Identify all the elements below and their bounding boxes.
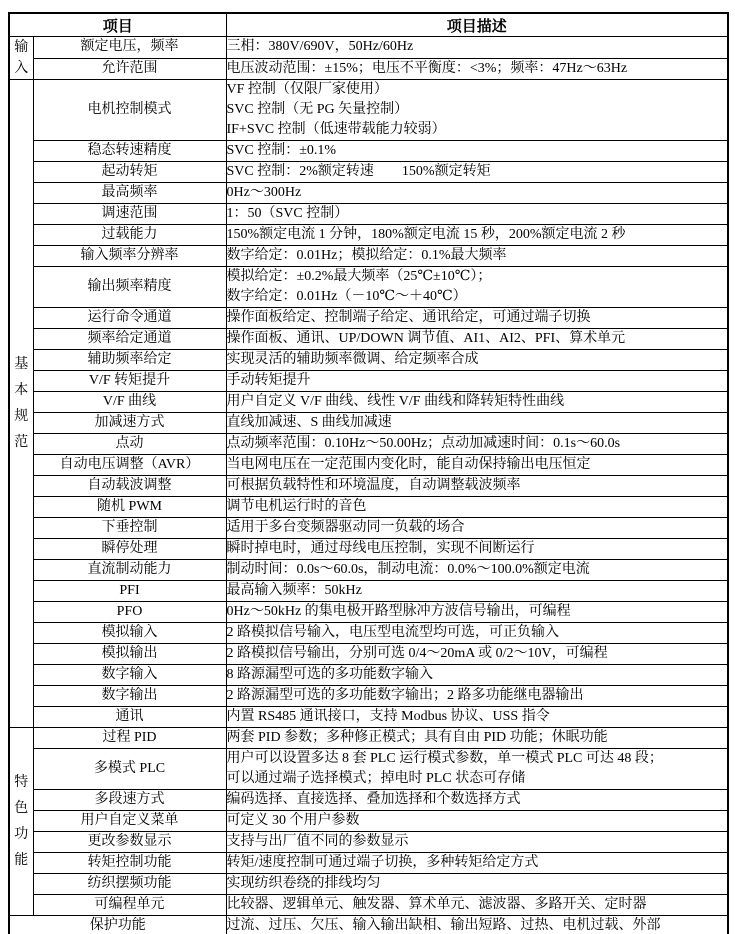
desc-line: 适用于多台变频器驱动同一负载的场合: [226, 520, 465, 535]
desc-line: 支持与出厂值不同的参数显示: [226, 834, 409, 849]
desc-cell: [226, 392, 728, 413]
item-cell: 额定电压，频率: [33, 37, 226, 59]
desc-line: 转矩/速度控制可通过端子切换，多种转矩给定方式: [226, 855, 539, 870]
table-row: [9, 455, 728, 476]
desc-cell: [226, 183, 728, 204]
desc-line: 操作面板给定、控制端子给定、通讯给定，可通过端子切换: [226, 310, 591, 325]
desc-line: 三相：380V/690V，50Hz/60Hz: [226, 39, 414, 55]
desc-line: 1：50（SVC 控制）: [226, 206, 349, 221]
table-row: [9, 329, 728, 350]
item-cell: 加减速方式: [33, 413, 226, 434]
desc-cell: [226, 37, 728, 59]
desc-cell: [226, 350, 728, 371]
desc-line: 2 路模拟信号输入，电压型电流型均可选，可正负输入: [226, 625, 560, 640]
header-row: [9, 13, 728, 37]
item-cell: 通讯: [33, 707, 226, 728]
desc-line: 直线加减速、S 曲线加减速: [226, 415, 392, 430]
desc-cell: [226, 371, 728, 392]
desc-line: 过流、过压、欠压、输入输出缺相、输出短路、过热、电机过载、外部: [226, 918, 661, 933]
desc-line: 150%额定电流 1 分钟，180%额定电流 15 秒，200%额定电流 2 秒: [226, 227, 626, 242]
desc-line: 手动转矩提升: [226, 373, 311, 388]
desc-cell: [226, 644, 728, 665]
item-cell: 运行命令通道: [33, 308, 226, 329]
item-cell: 用户自定义菜单: [33, 811, 226, 832]
desc-line: SVC 控制：±0.1%: [226, 143, 337, 158]
desc-line: 可以通过端子选择模式；掉电时 PLC 状态可存储: [226, 771, 526, 786]
item-cell: 数字输入: [33, 665, 226, 686]
category-cell: 特色功能: [9, 728, 33, 916]
desc-cell: [226, 80, 728, 141]
item-cell: 自动载波调整: [33, 476, 226, 497]
table-row: [9, 644, 728, 665]
desc-line: SVC 控制：2%额定转速 150%额定转矩: [226, 164, 491, 179]
item-cell: 允许范围: [33, 58, 226, 80]
item-cell: 保护功能: [9, 916, 226, 934]
desc-cell: [226, 246, 728, 267]
table-row: [9, 162, 728, 183]
item-cell: 转矩控制功能: [33, 853, 226, 874]
item-cell: 电机控制模式: [33, 80, 226, 141]
table-row: [9, 497, 728, 518]
desc-line: 可定义 30 个用户参数: [226, 813, 360, 828]
table-row: [9, 686, 728, 707]
table-row: [9, 790, 728, 811]
table-row: [9, 371, 728, 392]
desc-line: 实现纺织卷绕的排线均匀: [226, 876, 381, 891]
item-cell: 调速范围: [33, 204, 226, 225]
item-cell: 辅助频率给定: [33, 350, 226, 371]
desc-line: 调节电机运行时的音色: [226, 499, 367, 514]
table-row: [9, 308, 728, 329]
desc-cell: [226, 686, 728, 707]
desc-line: 2 路源漏型可选的多功能数字输出；2 路多功能继电器输出: [226, 688, 584, 703]
desc-line: IF+SVC 控制（低速带载能力较弱）: [226, 122, 446, 137]
item-cell: 过程 PID: [33, 728, 226, 749]
desc-cell: [226, 853, 728, 874]
item-cell: 随机 PWM: [33, 497, 226, 518]
table-row: [9, 874, 728, 895]
desc-line: 点动频率范围：0.10Hz～50.00Hz；点动加减速时间：0.1s～60.0s: [226, 436, 621, 451]
desc-line: 0Hz～50kHz 的集电极开路型脉冲方波信号输出，可编程: [226, 604, 571, 619]
desc-line: 0Hz～300Hz: [226, 185, 302, 200]
desc-cell: [226, 874, 728, 895]
desc-cell: [226, 665, 728, 686]
desc-line: 模拟给定：±0.2%最大频率（25℃±10℃）；: [226, 269, 492, 284]
table-row: [9, 392, 728, 413]
desc-line: 编码选择、直接选择、叠加选择和个数选择方式: [226, 792, 521, 807]
desc-cell: [226, 623, 728, 644]
desc-cell: [226, 476, 728, 497]
table-row: [9, 267, 728, 308]
table-row: [9, 476, 728, 497]
item-cell: 频率给定通道: [33, 329, 226, 350]
item-cell: 自动电压调整（AVR）: [33, 455, 226, 476]
desc-line: 制动时间：0.0s～60.0s，制动电流：0.0%～100.0%额定电流: [226, 562, 590, 577]
desc-line: 用户可以设置多达 8 套 PLC 运行模式参数，单一模式 PLC 可达 48 段；: [226, 751, 663, 766]
table-row: [9, 602, 728, 623]
desc-cell: [226, 141, 728, 162]
desc-cell: [226, 581, 728, 602]
table-row: [9, 413, 728, 434]
desc-line: 可根据负载特性和环境温度，自动调整载波频率: [226, 478, 521, 493]
desc-line: 用户自定义 V/F 曲线、线性 V/F 曲线和降转矩特性曲线: [226, 394, 565, 409]
desc-cell: [226, 728, 728, 749]
desc-cell: [226, 267, 728, 308]
table-row: [9, 916, 728, 934]
desc-cell: [226, 518, 728, 539]
table-row: [9, 80, 728, 141]
table-row: [9, 246, 728, 267]
table-row: [9, 225, 728, 246]
desc-cell: [226, 413, 728, 434]
item-cell: 模拟输出: [33, 644, 226, 665]
item-cell: 下垂控制: [33, 518, 226, 539]
table-row: [9, 434, 728, 455]
desc-cell: [226, 329, 728, 350]
category-cell: 基本规范: [9, 80, 33, 728]
desc-cell: [226, 790, 728, 811]
table-row: [9, 665, 728, 686]
desc-cell: [226, 916, 728, 934]
table-row: [9, 183, 728, 204]
item-cell: 更改参数显示: [33, 832, 226, 853]
desc-line: 当电网电压在一定范围内变化时，能自动保持输出电压恒定: [226, 457, 591, 472]
item-cell: 稳态转速精度: [33, 141, 226, 162]
category-cell: 输入: [9, 37, 33, 80]
desc-line: 实现灵活的辅助频率微调、给定频率合成: [226, 352, 479, 367]
item-cell: 最高频率: [33, 183, 226, 204]
item-cell: PFI: [33, 581, 226, 602]
header-item: 项目: [9, 13, 226, 37]
desc-line: 比较器、逻辑单元、触发器、算术单元、滤波器、多路开关、定时器: [226, 897, 647, 912]
desc-cell: [226, 58, 728, 80]
table-row: [9, 560, 728, 581]
desc-cell: [226, 434, 728, 455]
desc-cell: [226, 560, 728, 581]
table-row: [9, 350, 728, 371]
item-cell: 多模式 PLC: [33, 749, 226, 790]
desc-cell: [226, 497, 728, 518]
item-cell: 直流制动能力: [33, 560, 226, 581]
table-row: [9, 853, 728, 874]
table-row: [9, 832, 728, 853]
desc-line: 内置 RS485 通讯接口，支持 Modbus 协议、USS 指令: [226, 709, 550, 724]
desc-cell: [226, 162, 728, 183]
desc-cell: [226, 749, 728, 790]
desc-line: 电压波动范围：±15%；电压不平衡度：<3%；频率：47Hz～63Hz: [226, 60, 628, 76]
desc-line: 瞬时掉电时，通过母线电压控制，实现不间断运行: [226, 541, 535, 556]
desc-line: VF 控制（仅限厂家使用）: [226, 82, 388, 97]
table-row: [9, 707, 728, 728]
desc-line: SVC 控制（无 PG 矢量控制）: [226, 102, 409, 117]
desc-line: 操作面板、通讯、UP/DOWN 调节值、AI1、AI2、PFI、算术单元: [226, 331, 626, 346]
desc-cell: [226, 707, 728, 728]
desc-cell: [226, 832, 728, 853]
item-cell: 瞬停处理: [33, 539, 226, 560]
desc-line: 最高输入频率：50kHz: [226, 583, 362, 598]
spec-table-body: [9, 37, 728, 934]
table-row: [9, 539, 728, 560]
table-row: [9, 895, 728, 916]
item-cell: 纺织摆频功能: [33, 874, 226, 895]
item-cell: 数字输出: [33, 686, 226, 707]
table-row: [9, 141, 728, 162]
table-row: [9, 728, 728, 749]
item-cell: 点动: [33, 434, 226, 455]
spec-table: [8, 12, 729, 934]
desc-cell: [226, 895, 728, 916]
desc-cell: [226, 539, 728, 560]
item-cell: PFO: [33, 602, 226, 623]
desc-cell: [226, 602, 728, 623]
desc-cell: [226, 455, 728, 476]
item-cell: 过载能力: [33, 225, 226, 246]
table-row: [9, 37, 728, 59]
desc-line: 2 路模拟信号输出，分别可选 0/4～20mA 或 0/2～10V，可编程: [226, 646, 608, 661]
item-cell: V/F 转矩提升: [33, 371, 226, 392]
desc-line: 数字给定：0.01Hz（－10℃～＋40℃）: [226, 289, 467, 304]
item-cell: 输入频率分辨率: [33, 246, 226, 267]
desc-line: 数字给定：0.01Hz；模拟给定：0.1%最大频率: [226, 248, 507, 263]
item-cell: 多段速方式: [33, 790, 226, 811]
desc-line: 两套 PID 参数；多种修正模式；具有自由 PID 功能；休眠功能: [226, 730, 608, 745]
table-row: [9, 581, 728, 602]
header-desc: 项目描述: [226, 13, 728, 37]
item-cell: 起动转矩: [33, 162, 226, 183]
desc-cell: [226, 204, 728, 225]
table-row: [9, 811, 728, 832]
item-cell: 模拟输入: [33, 623, 226, 644]
item-cell: 输出频率精度: [33, 267, 226, 308]
table-row: [9, 749, 728, 790]
table-row: [9, 623, 728, 644]
desc-cell: [226, 308, 728, 329]
table-row: [9, 58, 728, 80]
desc-line: 8 路源漏型可选的多功能数字输入: [226, 667, 434, 682]
table-row: [9, 518, 728, 539]
desc-cell: [226, 225, 728, 246]
item-cell: V/F 曲线: [33, 392, 226, 413]
table-row: [9, 204, 728, 225]
item-cell: 可编程单元: [33, 895, 226, 916]
desc-cell: [226, 811, 728, 832]
